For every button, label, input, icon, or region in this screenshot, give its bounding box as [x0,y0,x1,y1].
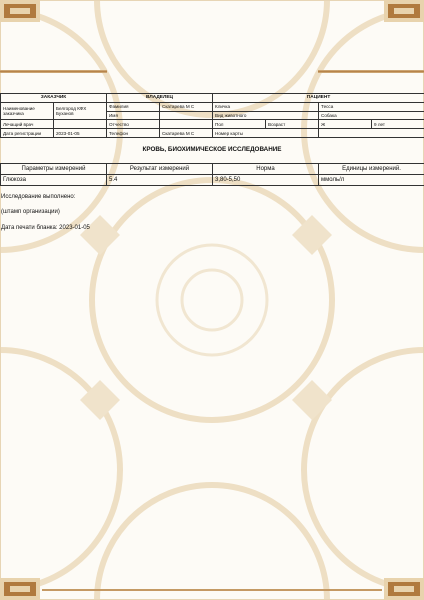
customer-name-label: Наименование заказчика [1,102,54,120]
customer-name-value: Белгород КФХ Буханов [54,102,107,120]
owner-patronymic-label: Отчество [107,120,160,129]
patient-age-label: Возраст [266,120,319,129]
owner-name-value [160,111,213,120]
corner-ornament-top-right [384,0,424,22]
owner-name-label: Имя [107,111,160,120]
result-value: 5.4 [107,175,213,186]
column-header-unit: Единицы измерений. [319,164,424,175]
owner-phone-value: Скатарева М С [160,129,213,138]
customer-header: ЗАКАЗЧИК [1,94,107,103]
column-header-result: Результат измерений [107,164,213,175]
corner-ornament-bottom-right [384,578,424,600]
card-number-value [319,129,424,138]
results-table [0,163,424,186]
patient-nickname-value: Тесса [319,102,424,111]
table-row [1,120,424,129]
ornament-bar-left [0,70,107,73]
table-row [1,175,424,186]
owner-header: ВЛАДЕЛЕЦ [107,94,213,103]
performed-by-label: Исследование выполнено: [1,194,76,200]
card-number-label: Номер карты [213,129,319,138]
owner-surname-label: Фамилия [107,102,160,111]
patient-header: ПАЦИЕНТ [213,94,424,103]
column-header-norm: Норма [213,164,319,175]
parameter-name: Глюкоза [1,175,107,186]
patient-nickname-label: Кличка [213,102,319,111]
patient-species-value: Собака [319,111,424,120]
table-header-row [1,94,424,103]
unit-value: ммоль/л [319,175,424,186]
owner-patronymic-value [160,120,213,129]
patient-sex-label: Пол [213,120,266,129]
patient-age-value: 9 лет [372,120,424,129]
patient-species-label: Вид животного [213,111,319,120]
ornament-bar-right [318,70,424,73]
owner-surname-value: Скатарева М С [160,102,213,111]
norm-range: 3,80-5,50 [213,175,319,186]
corner-ornament-top-left [0,0,40,22]
results-header-row [1,164,424,175]
table-row [1,129,424,138]
section-title: КРОВЬ, БИОХИМИЧЕСКОЕ ИССЛЕДОВАНИЕ [142,146,282,153]
owner-patient-table [0,93,424,138]
registration-date-label: Дата регистрации [1,129,54,138]
table-row [1,102,424,111]
print-date-label: Дата печати бланка: 2023-01-05 [1,225,90,231]
organization-stamp-label: (штамп организации) [1,209,60,215]
owner-phone-label: Телефон [107,129,160,138]
patient-sex-value: Ж [319,120,372,129]
corner-ornament-bottom-left [0,578,40,600]
ornament-bar-bottom [42,589,382,591]
doctor-label: Лечащий врач [1,120,54,129]
column-header-parameter: Параметры измерений [1,164,107,175]
doctor-value [54,120,107,129]
registration-date-value: 2023-01-05 [54,129,107,138]
